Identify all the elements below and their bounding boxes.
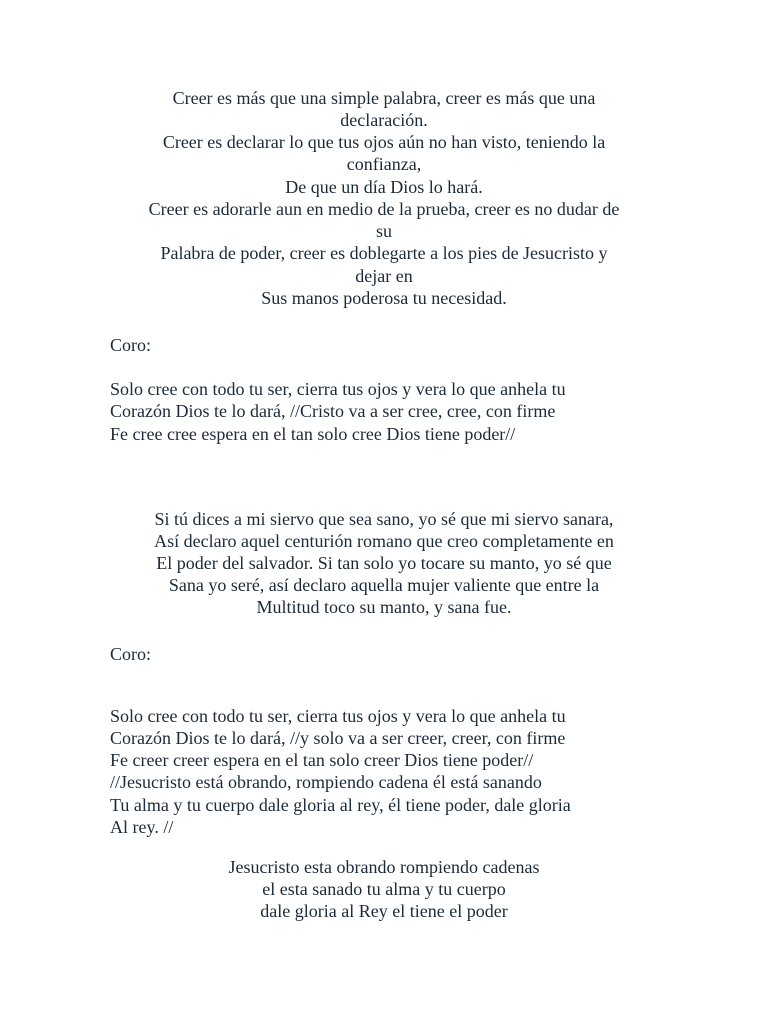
text-line: De que un día Dios lo hará. [285,177,483,197]
text-line: Sana yo seré, así declaro aquella mujer valiente que entre la [168,575,600,595]
text-line: Si tú dices a mi siervo que sea sano, yo sé que mi siervo sanara, [154,509,614,529]
text-line: Palabra de poder, creer es doblegarte a los pies de Jesucristo y [160,243,608,263]
text-line: Fe cree cree espera en el tan solo cree Dios tiene poder// [110,424,516,444]
text-line: declaración. [340,110,428,130]
text-line: Creer es declarar lo que tus ojos aún no han visto, teniendo la [162,132,606,152]
text-line: Multitud toco su manto, y sana fue. [256,597,512,617]
text-line: Corazón Dios te lo dará, //Cristo va a ser cree, cree, con firme [110,401,556,421]
coro-label: Coro: [110,644,152,664]
text-line: Solo cree con todo tu ser, cierra tus ojos y vera lo que anhela tu [110,706,566,726]
text-line: Sus manos poderosa tu necesidad. [261,288,507,308]
text-line: Fe creer creer espera en el tan solo creer Dios tiene poder// [110,750,534,770]
text-line: confianza, [346,154,422,174]
text-line: Creer es más que una simple palabra, creer es más que una [172,88,596,108]
coro-label: Coro: [110,335,152,355]
text-line: Tu alma y tu cuerpo dale gloria al rey, él tiene poder, dale gloria [110,795,571,815]
text-line: El poder del salvador. Si tan solo yo tocare su manto, yo sé que [156,553,612,573]
text-line: Así declaro aquel centurión romano que creo completamente en [154,531,614,551]
text-line: su [375,221,392,241]
text-line: dejar en [355,266,413,286]
text-line: //Jesucristo está obrando, rompiendo cadena él está sanando [110,772,542,792]
text-line: el esta sanado tu alma y tu cuerpo [262,879,506,899]
text-line: Jesucristo esta obrando rompiendo cadenas [228,857,540,877]
text-line: Al rey. // [110,817,174,837]
text-line: dale gloria al Rey el tiene el poder [260,901,508,921]
text-line: Creer es adorarle aun en medio de la prueba, creer es no dudar de [148,199,620,219]
text-line: Solo cree con todo tu ser, cierra tus ojos y vera lo que anhela tu [110,379,566,399]
text-line: Corazón Dios te lo dará, //y solo va a ser creer, creer, con firme [110,728,566,748]
